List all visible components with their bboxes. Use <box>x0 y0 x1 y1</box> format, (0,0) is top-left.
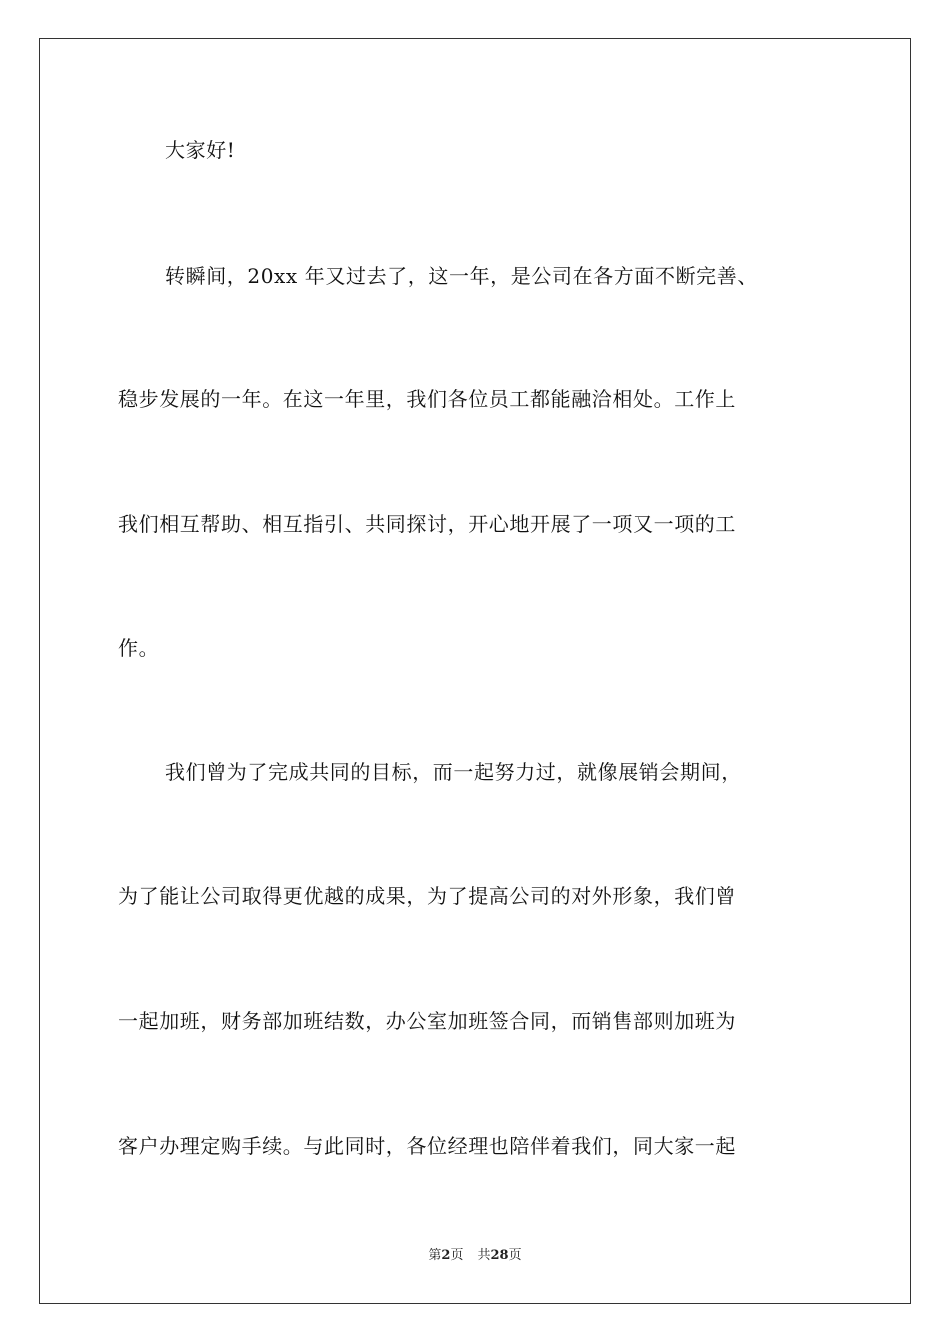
greeting-line: 大家好! <box>165 138 236 162</box>
paragraph-2-line-3: 一起加班，财务部加班结数，办公室加班签合同，而销售部则加班为 <box>118 1009 736 1033</box>
page-suffix: 页 <box>450 1248 464 1263</box>
paragraph-1-line-4: 作。 <box>118 636 160 660</box>
page-prefix: 第 <box>428 1248 442 1263</box>
page-current: 2 <box>441 1248 451 1263</box>
total-prefix: 共 <box>477 1248 491 1263</box>
total-suffix: 页 <box>508 1248 522 1263</box>
paragraph-1-line-2: 稳步发展的一年。在这一年里，我们各位员工都能融洽相处。工作上 <box>118 387 736 411</box>
paragraph-2-line-2: 为了能让公司取得更优越的成果，为了提高公司的对外形象，我们曾 <box>118 884 736 908</box>
paragraph-2-line-1: 我们曾为了完成共同的目标，而一起努力过，就像展销会期间， <box>165 760 742 784</box>
paragraph-1-line-1: 转瞬间，20xx 年又过去了，这一年，是公司在各方面不断完善、 <box>165 264 758 288</box>
page-footer <box>0 1248 950 1264</box>
page-border <box>39 38 911 1304</box>
paragraph-1-line-3: 我们相互帮助、相互指引、共同探讨，开心地开展了一项又一项的工 <box>118 512 736 536</box>
page-total: 28 <box>490 1248 509 1263</box>
paragraph-2-line-4: 客户办理定购手续。与此同时，各位经理也陪伴着我们，同大家一起 <box>118 1134 736 1158</box>
